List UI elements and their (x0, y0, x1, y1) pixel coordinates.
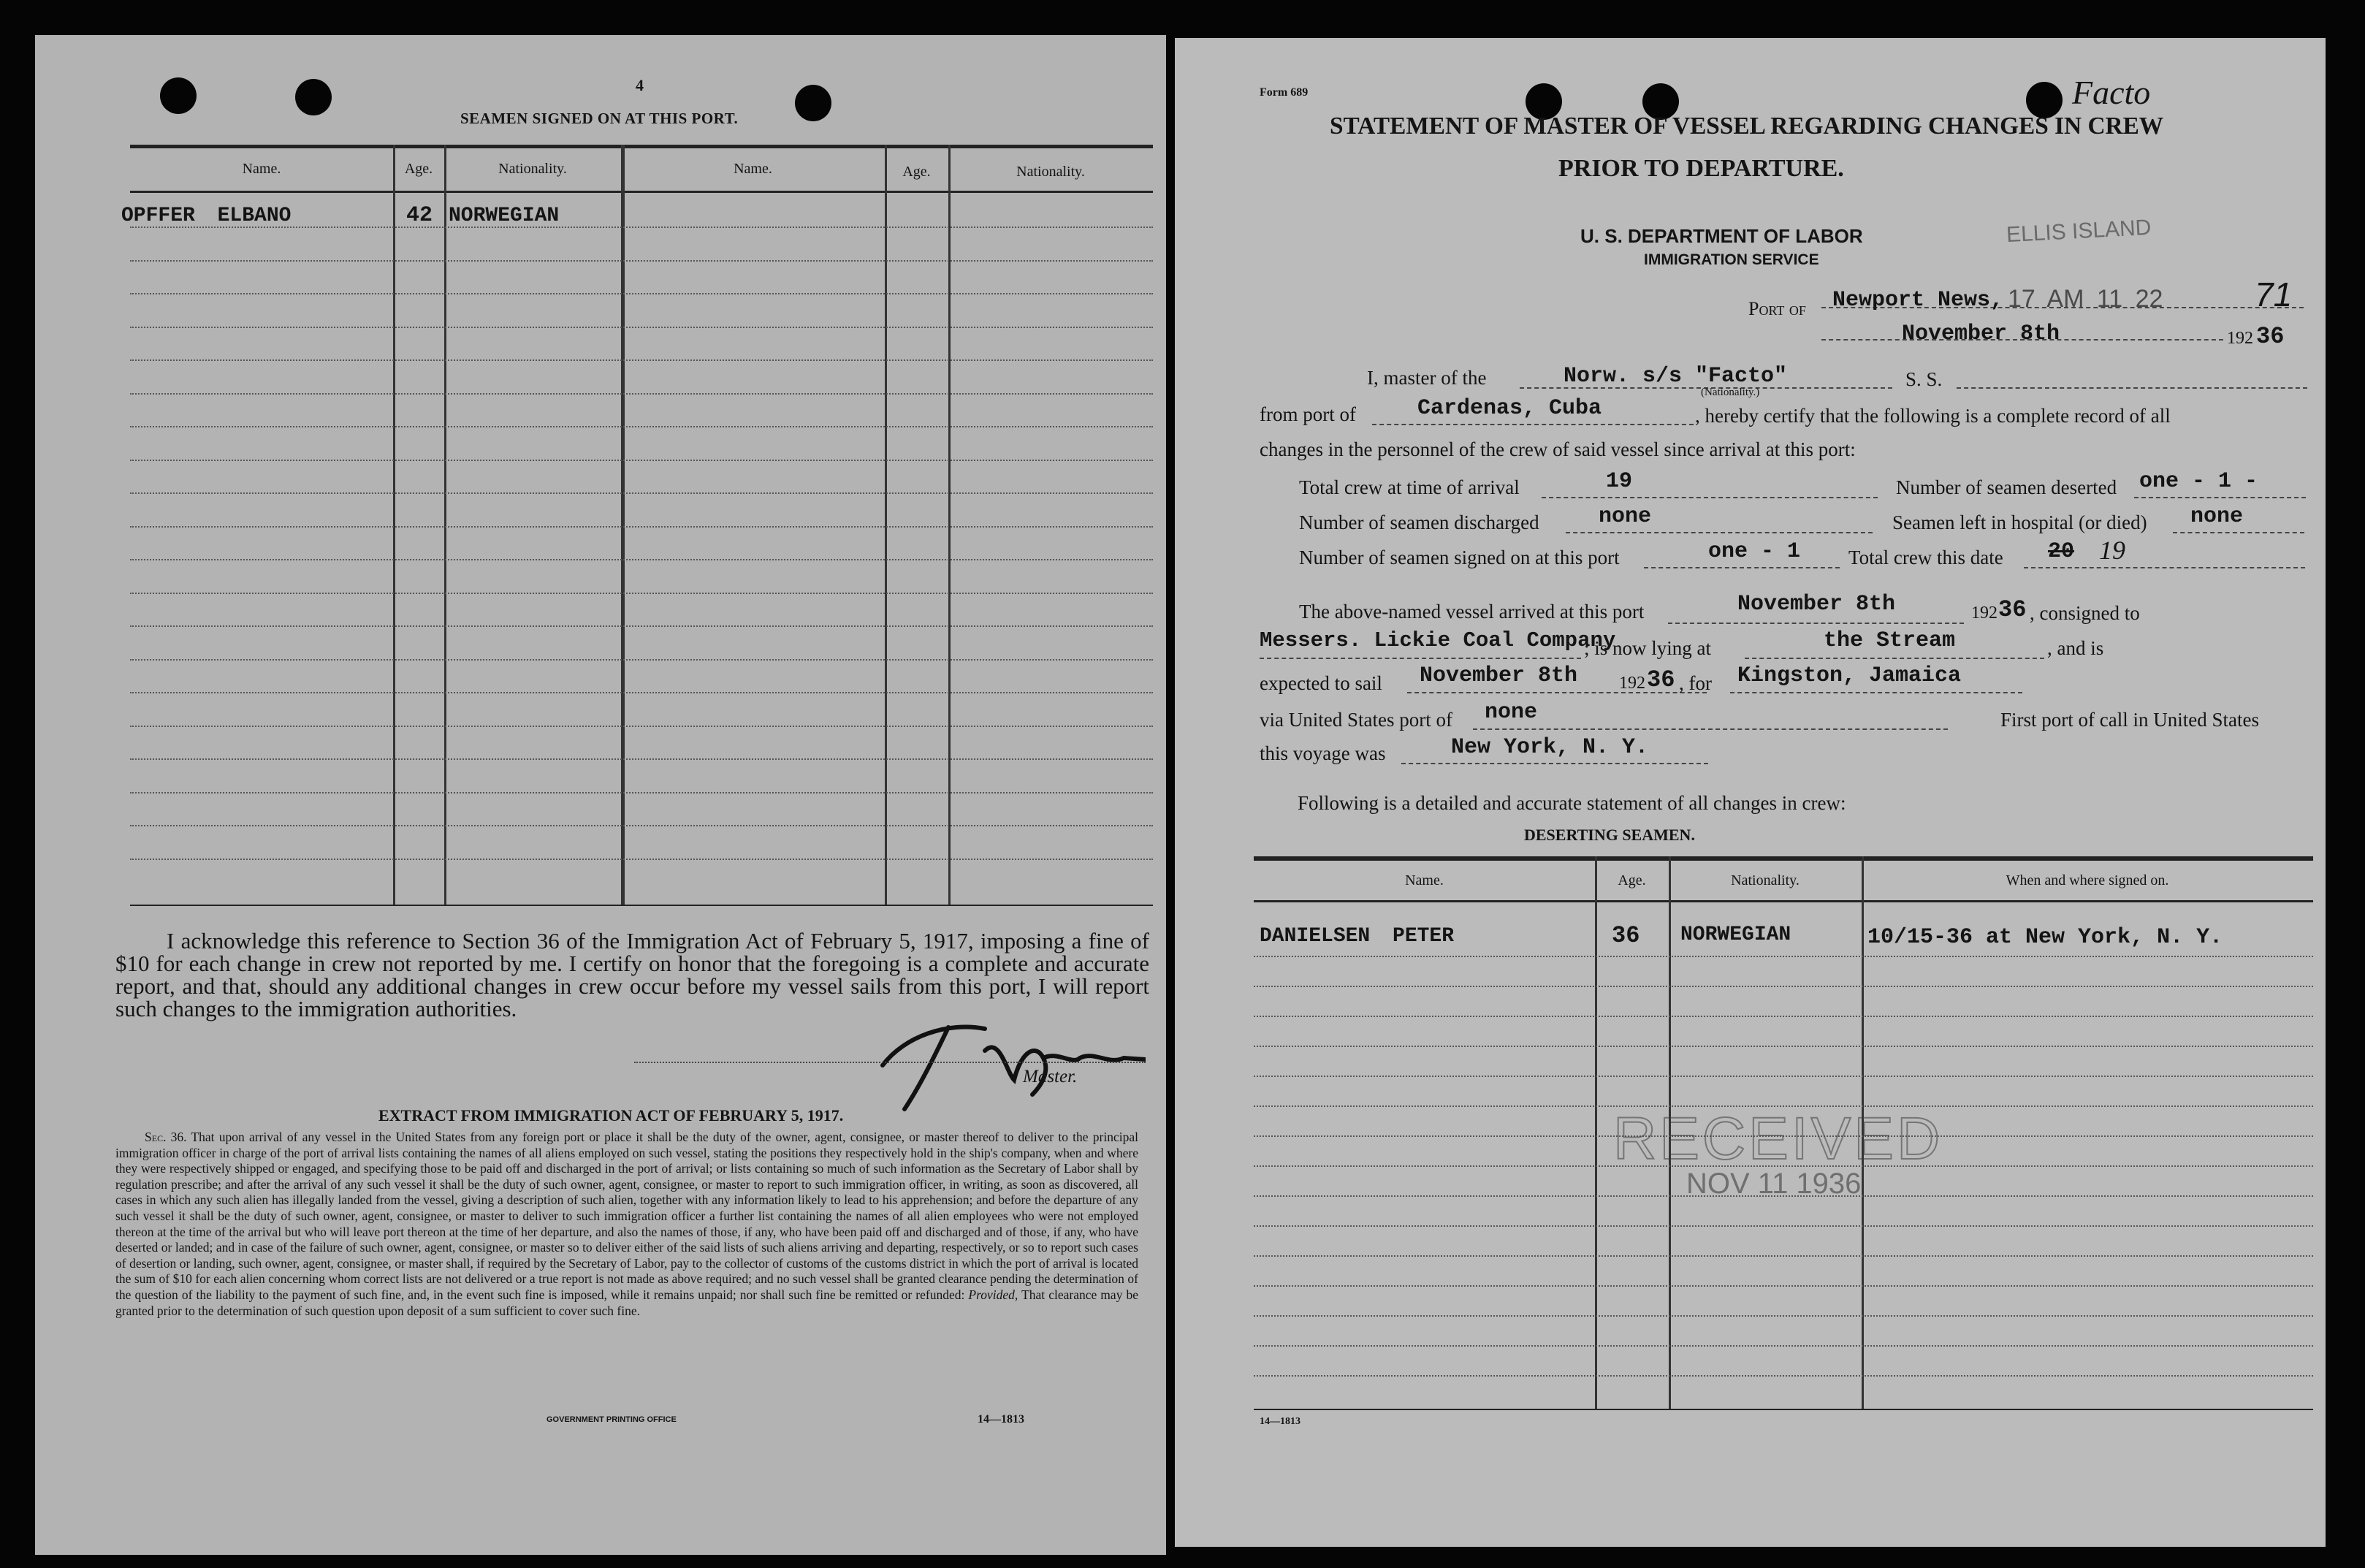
deserting-col-nationality: Nationality. (1731, 872, 1800, 888)
col-header-age: Age. (902, 164, 931, 180)
deserted-label: Number of seamen deserted (1896, 476, 2117, 498)
received-stamp: RECEIVED (1613, 1105, 1943, 1172)
seaman-name: OPFFER ELBANO (121, 205, 292, 227)
extract-section-36 (115, 1130, 1138, 1319)
for-label: , for (1679, 672, 1712, 694)
table-row-rule (130, 692, 1153, 693)
table-row-rule (130, 526, 1153, 528)
table-row-rule (130, 393, 1153, 395)
handwritten-vessel-note: Facto (2072, 74, 2151, 111)
changes-text: changes in the personnel of the crew of said vessel since arrival at this port: (1260, 438, 1856, 460)
table-row-rule (130, 460, 1153, 461)
expected-label: expected to sail (1260, 672, 1382, 694)
master-label: I, master of the (1367, 367, 1487, 389)
year-prefix: 192 (2227, 329, 2253, 348)
expected-year-suffix: 36 (1647, 666, 1675, 693)
discharged-label: Number of seamen discharged (1299, 511, 1539, 533)
expected-date: November 8th (1420, 663, 1578, 688)
deserter-name: DANIELSEN PETER (1260, 925, 1455, 948)
total-crew-arrival-line (1542, 497, 1878, 498)
arrived-year-suffix: 36 (1998, 596, 2027, 623)
voyage-line (1401, 763, 1708, 764)
ellis-island-stamp: ELLIS ISLAND (2006, 215, 2152, 248)
seaman-nationality: NORWEGIAN (449, 205, 560, 227)
signed-on-label: Number of seamen signed on at this port (1299, 547, 1620, 568)
right-page (1175, 38, 2326, 1547)
extract-title: EXTRACT FROM IMMIGRATION ACT OF FEBRUARY 5, 1917. (378, 1106, 844, 1124)
left-page (35, 35, 1166, 1555)
deserting-col-age: Age. (1618, 872, 1646, 888)
deserting-col-signed-on: When and where signed on. (2006, 872, 2169, 888)
following-text: Following is a detailed and accurate statement of all changes in crew: (1298, 792, 1846, 814)
col-header-nationality: Nationality. (1016, 164, 1085, 180)
year-suffix: 36 (2256, 323, 2285, 350)
number-71: 71 (2255, 275, 2293, 313)
right-form-code: 14—1813 (1260, 1416, 1300, 1427)
date-value: November 8th (1902, 321, 2060, 346)
signed-on-line (1644, 567, 1840, 568)
table-row-rule (130, 825, 1153, 826)
port-value: Newport News, (1832, 288, 2004, 313)
table-row-rule (130, 593, 1153, 594)
ss-label: S. S. (1905, 368, 1943, 390)
table-divider (444, 145, 446, 905)
lying-line (1745, 658, 2044, 659)
hospital-line (2173, 532, 2304, 533)
voyage-label: this voyage was (1260, 742, 1386, 764)
table-row-rule (1254, 1046, 2313, 1047)
deserting-divider (1595, 856, 1597, 1409)
table-row-rule (1254, 1285, 2313, 1287)
table-divider (621, 145, 625, 905)
col-header-nationality: Nationality. (498, 161, 567, 177)
service: IMMIGRATION SERVICE (1644, 251, 1819, 268)
table-row-rule (130, 758, 1153, 760)
signature-caption: Master. (1023, 1067, 1078, 1086)
deserted-value: one - 1 - (2139, 469, 2258, 494)
table-header-rule (130, 191, 1153, 193)
first-port-label: First port of call in United States (2000, 709, 2259, 731)
left-form-code: 14—1813 (978, 1413, 1024, 1426)
extract-body: That upon arrival of any vessel in the United States from any foreign port or place it shall be the duty of the owner, agent, consignee, or master thereof to deliver to the principal immigration officer in charge of the port of arrival lists containing the names of all aliens employed on such vessel, stating the positions they respectively hold in the ship's company, when and where they were respectively shipped or engaged, and specifying those to be paid off and discharged in the port of arrival; or lists containing so much of such information as the Secretary of Labor shall by regulation prescribe; and after the arrival of any such vessel it shall be the duty of such owner, agent, consignee, or master to report to such immigration officer, in writing, as soon as discovered, all cases in which any such alien has illegally landed from the vessel, giving a description of such alien, together with any information likely to lead to his apprehension; and before the departure of any such vessel it shall be the duty of such owner, agent, consignee, or master to deliver to such immigration officer a further list containing the names of all alien employees who were not employed thereon at the time of the arrival but who will leave port thereon at the time of her departure, and also the names of those, if any, who have been paid off and discharged and of those, if any, who have deserted or landed; and in case of the failure of such owner, agent, consignee, or master so to deliver either of the said lists of such aliens arriving and departing, respectively, or so to report such cases of desertion or landing, such owner, agent, consignee, or master shall, if required by the Secretary of Labor, pay to the collector of customs of the customs district in which the port of arrival is located the sum of $10 for each alien concerning whom correct lists are not delivered or a true report is not made as above required; and no such vessel shall be granted clearance pending the determination of the question of the liability to the payment of such fine, and, in the event such fine is imposed, while it remains unpaid; nor shall such fine be remitted or refunded: (115, 1130, 1138, 1302)
total-crew-arrival-label: Total crew at time of arrival (1299, 476, 1520, 498)
deserted-line (2134, 497, 2306, 498)
table-divider (885, 145, 887, 905)
deserting-table-header-rule (1254, 900, 2313, 902)
total-crew-date-line (2024, 567, 2305, 568)
table-row-rule (1254, 1225, 2313, 1227)
table-row-rule (1254, 1375, 2313, 1377)
consignee-value: Messers. Lickie Coal Company (1260, 628, 1616, 652)
received-date: NOV 11 1936 (1686, 1168, 1862, 1200)
seamen-signed-on-title: SEAMEN SIGNED ON AT THIS PORT. (460, 110, 739, 127)
certification-body: I acknowledge this reference to Section 36 of the Immigration Act of February 5, 1917, imposing a fine of $10 for each change in crew not reported by me. I certify on honor that the foregoing is a complete and accurate report, and that, should any additional changes in crew occur before my vessel sails from this port, I will report such changes to the immigration authorities. (115, 928, 1149, 1021)
deserting-table-top-rule (1254, 856, 2313, 861)
table-row-rule (1254, 986, 2313, 987)
table-divider (393, 145, 395, 905)
from-port-value: Cardenas, Cuba (1417, 396, 1602, 421)
arrived-label: The above-named vessel arrived at this port (1299, 601, 1645, 623)
extract-proviso: That clearance may be granted prior to the determination of such question upon deposit of a sum sufficient to cover such fine. (115, 1287, 1139, 1318)
extract-lead: Sec. 36. (145, 1130, 187, 1144)
deserting-table-bottom-rule (1254, 1409, 2313, 1410)
department: U. S. DEPARTMENT OF LABOR (1580, 225, 1863, 247)
hospital-label: Seamen left in hospital (or died) (1892, 511, 2147, 533)
table-row-rule (130, 859, 1153, 860)
lying-value: the Stream (1824, 628, 1956, 653)
deserting-col-name: Name. (1405, 872, 1444, 888)
table-row-rule (130, 492, 1153, 494)
title-line-2: PRIOR TO DEPARTURE. (1558, 155, 1844, 182)
arrived-line (1668, 623, 1964, 624)
signed-on-value: one - 1 (1708, 539, 1801, 564)
consignee-line (1260, 658, 1581, 659)
first-port-value: New York, N. Y. (1451, 735, 1649, 760)
deserter-signed-on: 10/15-36 at New York, N. Y. (1867, 925, 2223, 950)
discharged-value: none (1599, 504, 1652, 529)
table-row-rule (130, 327, 1153, 328)
port-timestamp: 17 AM 11 22 (2008, 285, 2163, 313)
table-row-rule (130, 260, 1153, 262)
table-row-rule (130, 559, 1153, 560)
deserter-age: 36 (1612, 922, 1640, 949)
deserter-nationality: NORWEGIAN (1680, 924, 1791, 946)
table-row-rule (130, 359, 1153, 361)
table-row-rule (1254, 1315, 2313, 1317)
via-label: via United States port of (1260, 709, 1452, 731)
punch-hole (795, 85, 831, 121)
col-header-name: Name. (242, 161, 281, 177)
col-header-age: Age. (404, 161, 433, 177)
col-header-name: Name. (734, 161, 772, 177)
expected-year-prefix: 192 (1619, 674, 1645, 693)
destination-value: Kingston, Jamaica (1737, 663, 1962, 688)
nationality-caption: (Nationality.) (1701, 387, 1760, 398)
total-crew-date-struck: 20 (2048, 539, 2075, 564)
table-row-rule (130, 726, 1153, 727)
ss-line (1957, 387, 2307, 389)
and-is-label: , and is (2047, 637, 2104, 659)
page-number: 4 (636, 76, 644, 94)
via-value: none (1485, 700, 1538, 725)
title-line-1: STATEMENT OF MASTER OF VESSEL REGARDING CHANGES IN CREW (1330, 113, 2164, 140)
table-row-rule (130, 293, 1153, 294)
signature-line (634, 1062, 1146, 1063)
table-row-rule (130, 426, 1153, 427)
discharged-line (1566, 532, 1873, 533)
table-top-rule (130, 145, 1153, 148)
hospital-value: none (2190, 504, 2244, 529)
table-row-rule (1254, 1016, 2313, 1017)
total-crew-date-label: Total crew this date (1848, 547, 2003, 568)
punch-hole (160, 77, 197, 114)
total-crew-arrival-value: 19 (1606, 469, 1633, 494)
printer-line: GOVERNMENT PRINTING OFFICE (546, 1415, 677, 1424)
extract-proviso-lead: Provided, (968, 1287, 1018, 1302)
seaman-age: 42 (406, 203, 433, 228)
table-row-rule (130, 625, 1153, 627)
vessel-name: Norw. s/s "Facto" (1564, 364, 1788, 389)
from-port-line (1372, 424, 1694, 425)
table-row-rule (130, 792, 1153, 793)
consigned-label: , consigned to (2030, 602, 2140, 624)
signature (861, 1007, 1146, 1120)
via-line (1473, 728, 1948, 730)
lying-label: ; is now lying at (1584, 637, 1711, 659)
total-crew-date-value: 19 (2099, 536, 2125, 565)
arrived-date: November 8th (1737, 592, 1896, 617)
port-label: Port of (1748, 298, 1806, 319)
certify-text: , hereby certify that the following is a complete record of all (1695, 405, 2171, 427)
deserting-title: DESERTING SEAMEN. (1524, 826, 1695, 844)
table-row-rule (1254, 1076, 2313, 1077)
from-port-label: from port of (1260, 403, 1356, 425)
table-divider (948, 145, 951, 905)
table-row-rule (1254, 956, 2313, 957)
arrived-year-prefix: 192 (1971, 604, 1998, 623)
table-row-rule (1254, 1345, 2313, 1347)
table-bottom-rule (130, 905, 1153, 906)
table-row-rule (130, 659, 1153, 661)
table-row-rule (1254, 1255, 2313, 1257)
form-number: Form 689 (1260, 86, 1309, 99)
punch-hole (295, 79, 332, 115)
destination-line (1730, 692, 2022, 693)
